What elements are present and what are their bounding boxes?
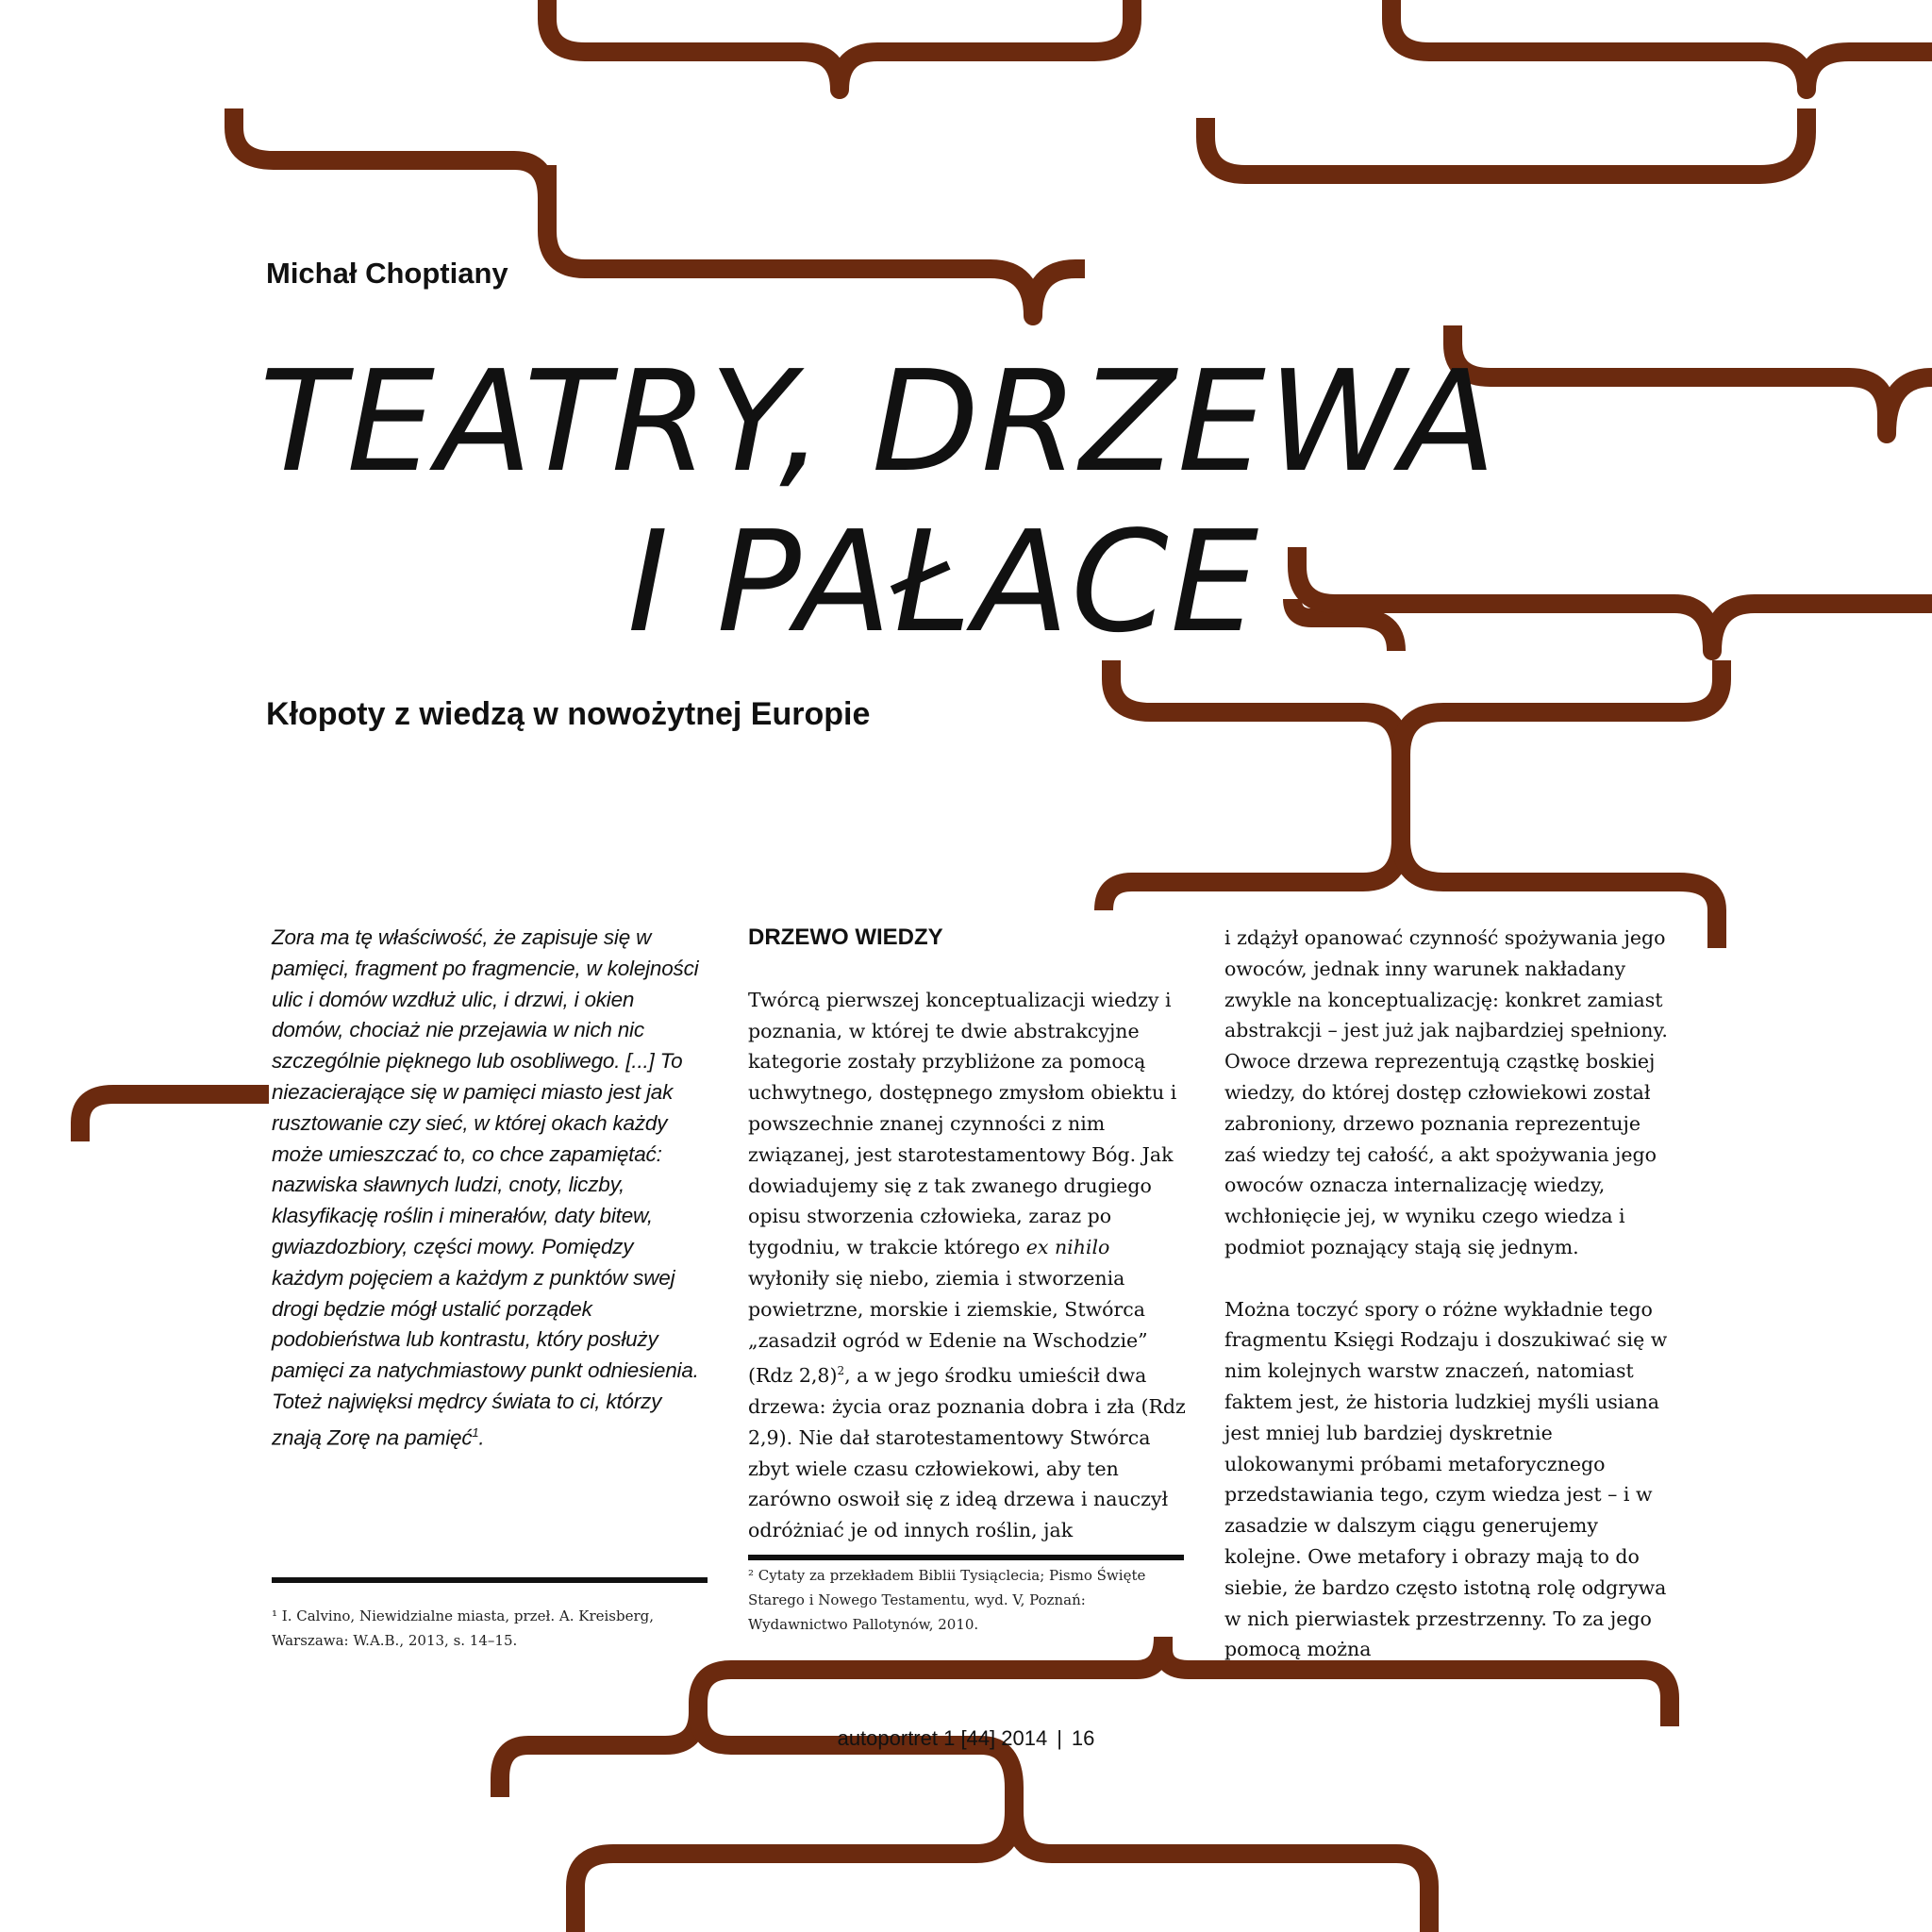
- brace-bottom-right-low: [1014, 1811, 1429, 1932]
- magazine-issue: autoportret 1 [44] 2014: [837, 1726, 1048, 1750]
- brace-right-middle: [1453, 325, 1932, 434]
- footnote-rule-1: [272, 1577, 708, 1583]
- footnote-rule-2: [748, 1555, 1184, 1560]
- brace-top-upper: [547, 0, 1132, 90]
- body-italic: ex nihilo: [1025, 1236, 1110, 1259]
- brace-right-upper: [1206, 108, 1807, 175]
- epigraph-column: [272, 923, 708, 1454]
- brace-right-lower: [1401, 660, 1722, 755]
- body-text-part-1: Twórcą pierwszej konceptualizacji wiedzy i poznania, w której te dwie abstrakcyjne kategorie zostały przybliżone za pomocą uchwytnego, dostępnego zmysłom obiektu i powszechnie znanej czynności z nim związanej, jest starotestamentowy Bóg. Jak dowiadujemy się z tak zwanego drugiego opisu stworzenia człowieka, zaraz po tygodniu, w trakcie którego: [748, 988, 1177, 1259]
- footnote-1: ¹ I. Calvino, Niewidzialne miasta, przeł. A. Kreisberg, Warszawa: W.A.B., 2013, s. 14–15.: [272, 1607, 654, 1649]
- body-column-1: [748, 923, 1191, 1546]
- brace-bottom-left: [500, 1637, 1163, 1797]
- body-column-2: [1224, 923, 1668, 1665]
- footnote-ref-2: 2: [837, 1364, 845, 1378]
- body-text-part-2: wyłoniły się niebo, ziemia i stworzenia powietrzne, morskie i ziemskie, Stwórca „zasadził ogród w Edenie na Wschodzie” (Rdz 2,8): [748, 1266, 1148, 1388]
- epigraph: [272, 923, 708, 1454]
- author-name: Michał Choptiany: [266, 257, 508, 290]
- epigraph-text: Zora ma tę właściwość, że zapisuje się w pamięci, fragment po fragmencie, w kolejności ulic i domów wzdłuż ulic, i drzwi, i okien domów, chociaż nie przejawia w nich nic szczególnie pięknego lub osobliwego. [...] To niezacierające się w pamięci miasto jest jak rusztowanie czy sieć, w której okach każdy może umieszczać to, co chce zapamiętać: nazwiska sławnych ludzi, cnoty, liczby, klasyfikację roślin i minerałów, daty bitew, gwiazdozbiory, części mowy. Pomiędzy każdym pojęciem a każdym z punktów swej drogi będzie mógł ustalić porządek podobieństwa lub kontrastu, który posłuży pamięci za natychmiastowy punkt odniesienia. Toteż najwięksi mędrcy świata to ci, którzy znają Zorę na pamięć: [272, 925, 699, 1450]
- article-subtitle: Kłopoty z wiedzą w nowożytnej Europie: [266, 696, 871, 732]
- body-paragraph: [748, 985, 1191, 1546]
- page-number: 16: [1071, 1726, 1095, 1750]
- epigraph-end: .: [478, 1425, 485, 1450]
- body-paragraph-2: Można toczyć spory o różne wykładnie tego fragmentu Księgi Rodzaju i doszukiwać się w nim kolejnych warstw znaczeń, natomiast faktem jest, że historia ludzkiej myśli usiana jest mniej lub bardziej dyskretnie ulokowanymi próbami metaforycznego przedstawiania tego, czym wiedza jest – i w zasadzie w dalszym ciągu generujemy kolejne. Owe metafory i obrazy mają to do siebie, że bardzo często istotną rolę odgrywa w nich pierwiastek przestrzenny. To za jego pomocą można: [1224, 1297, 1668, 1661]
- title-line-2: I PAŁACE: [627, 501, 1261, 663]
- article-title: [259, 341, 1498, 663]
- title-line-1: TEATRY, DRZEWA: [259, 341, 1498, 503]
- brace-top-right: [1391, 0, 1932, 90]
- footnote-2: ² Cytaty za przekładem Biblii Tysiąclecia; Pismo Święte Starego i Nowego Testamentu, wyd. V, Poznań: Wydawnictwo Pallotynów, 2010.: [748, 1567, 1146, 1633]
- brace-left-small: [80, 1094, 269, 1141]
- footer-separator: |: [1057, 1726, 1062, 1750]
- brace-right-vertical: [1104, 660, 1401, 910]
- body-paragraph-1: i zdążył opanować czynność spożywania jego owoców, jednak inny warunek nakładany zwykle na konceptualizację: konkret zamiast abstrakcji – jest już jak najbardziej spełniony. Owoce drzewa reprezentują cząstkę boskiej wiedzy, do której dostęp człowiekowi został zabroniony, drzewo poznania reprezentuje zaś wiedzy tej całość, a akt spożywania jego owoców oznacza internalizację wiedzy, wchłonięcie jej, w wyniku czego wiedza i podmiot poznający stają się jednym.: [1224, 926, 1668, 1258]
- body-text-part-3: , a w jego środku umieścił dwa drzewa: życia oraz poznania dobra i zła (Rdz 2,9). Nie dał starotestamentowy Stwórca zbyt wiele czasu człowiekowi, aby ten zarówno oswoił się z ideą drzewa i nauczył odróżniać je od innych roślin, jak: [748, 1364, 1186, 1542]
- page-footer: [0, 1726, 1932, 1751]
- footnote-ref-1: 1: [472, 1424, 479, 1440]
- section-heading: DRZEWO WIEDZY: [748, 924, 943, 950]
